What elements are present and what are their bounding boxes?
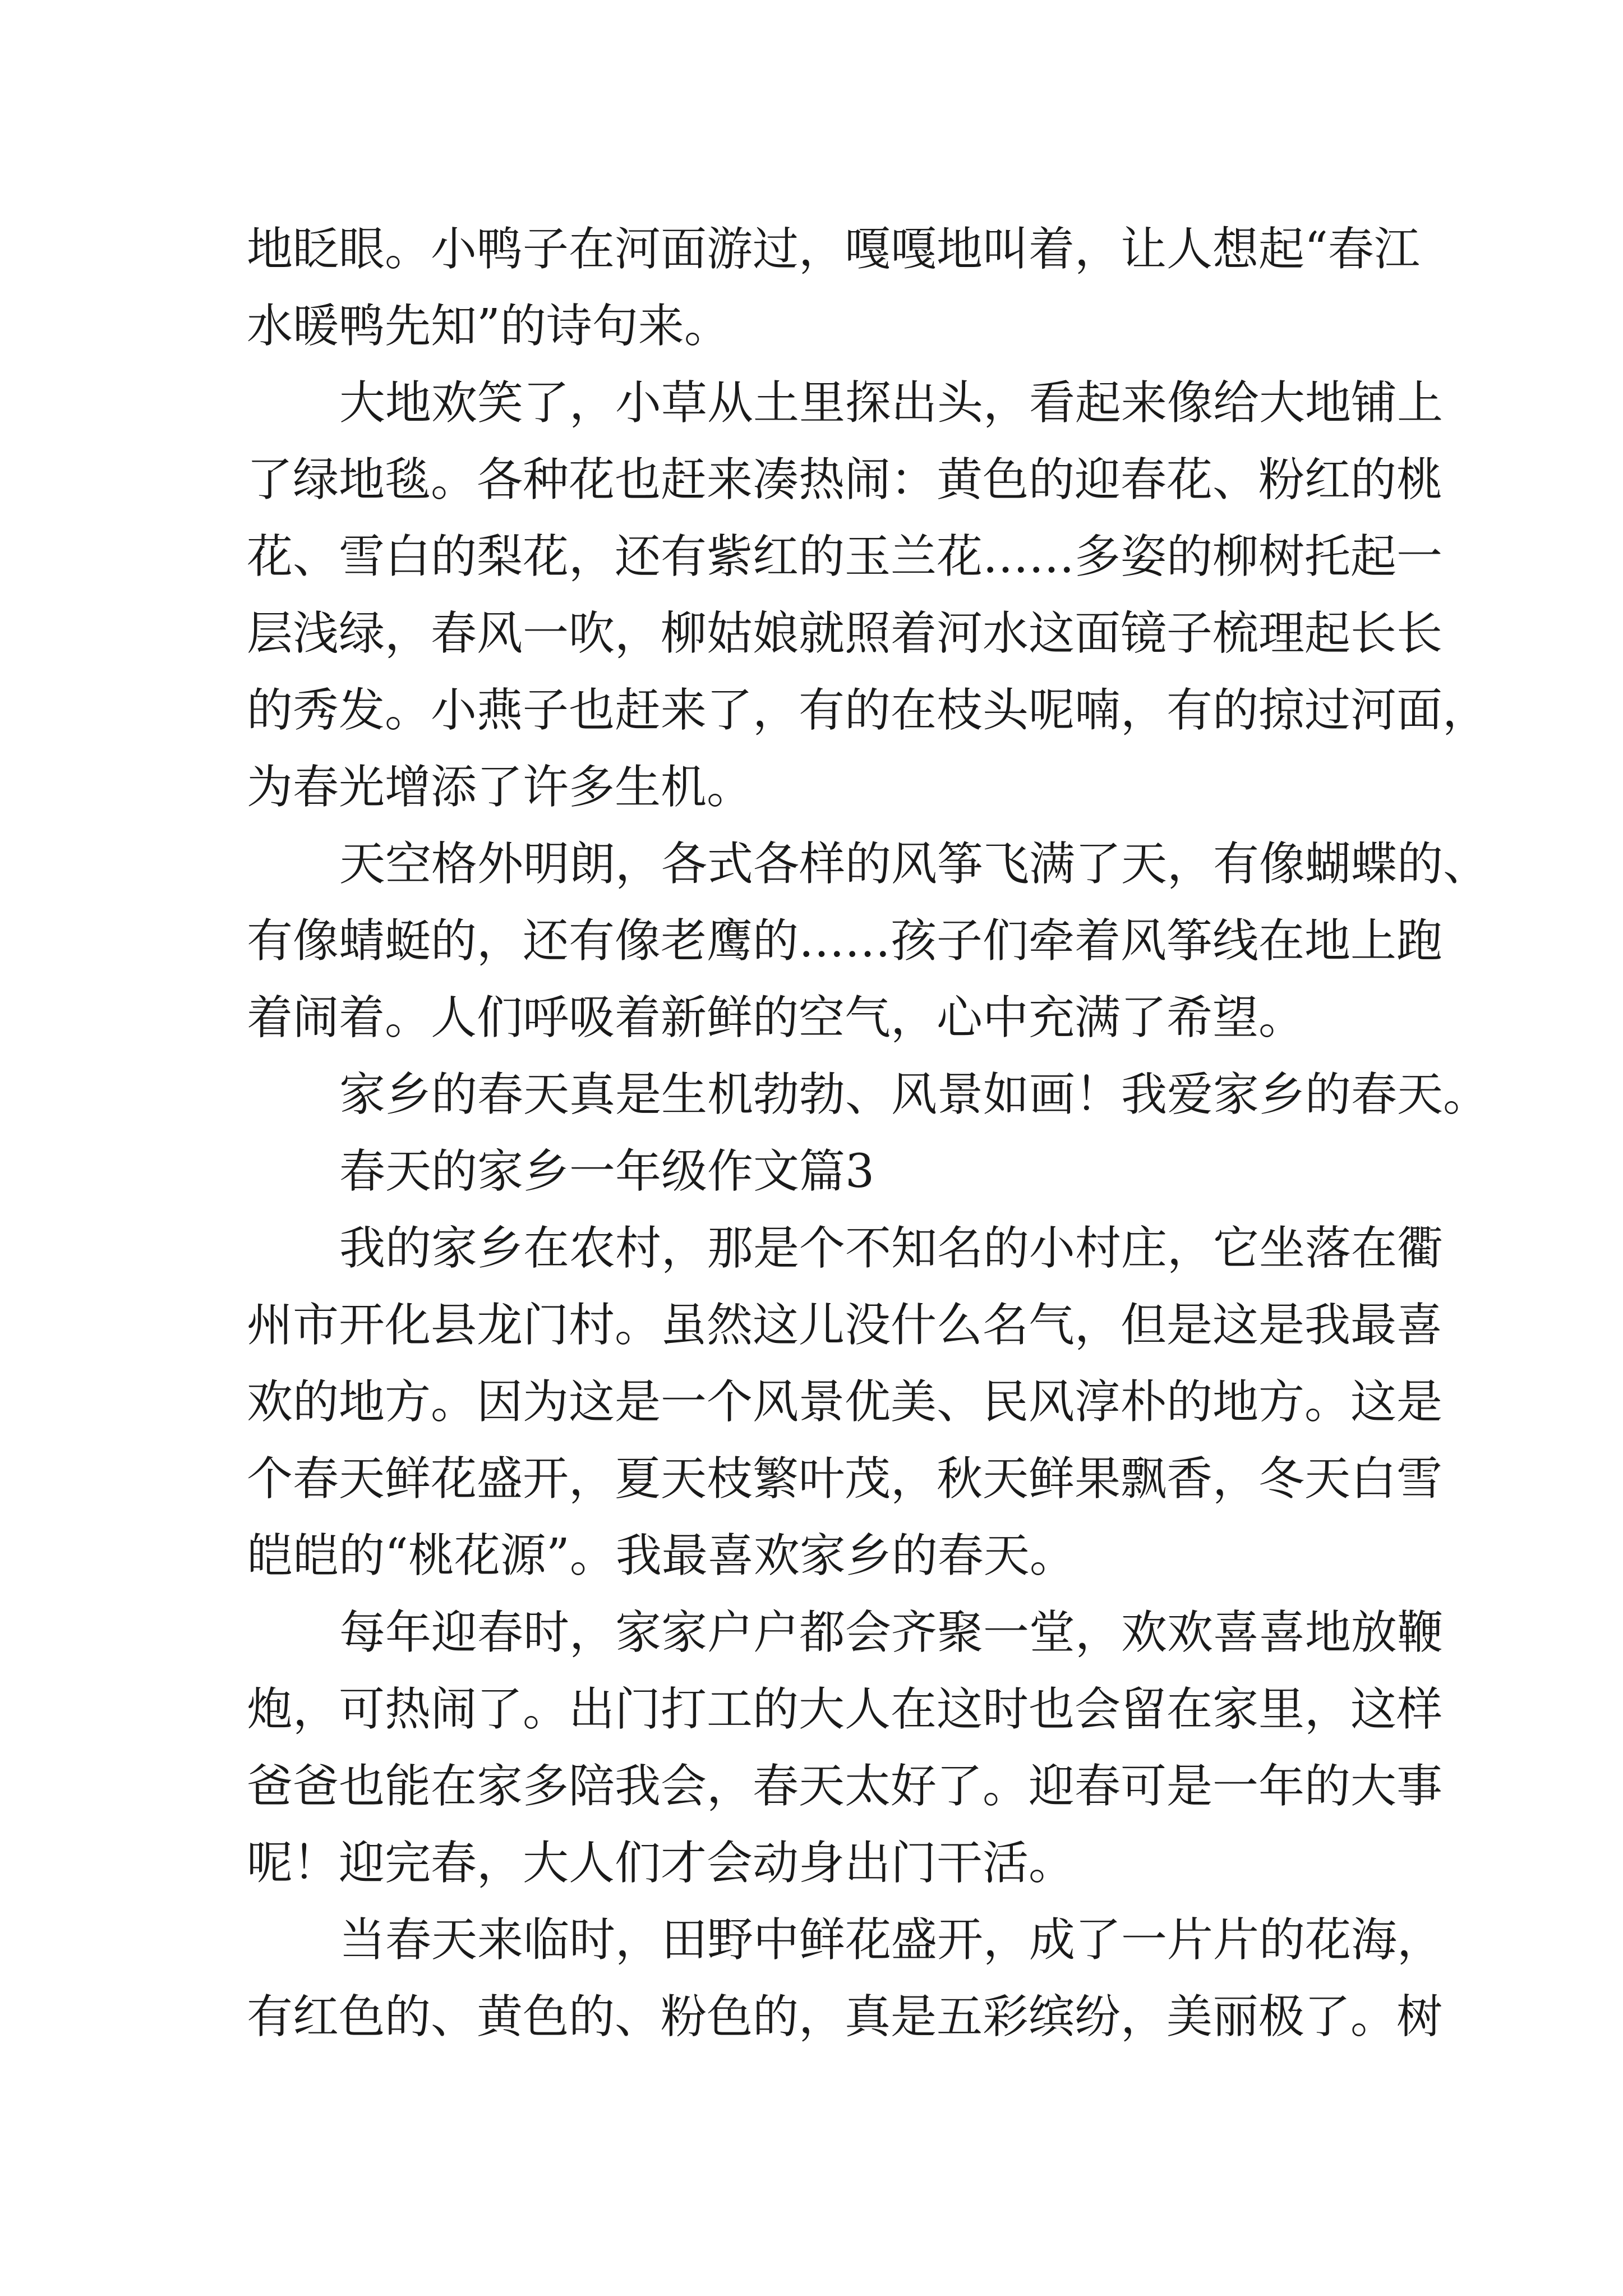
line-text: 爸爸也能在家多陪我会，春天太好了。迎春可是一年的大事 [247, 1760, 1443, 1813]
text-line [0, 284, 1623, 369]
heading-text: 春天的家乡一年级作文篇3 [339, 1145, 875, 1198]
text-line [0, 1668, 1623, 1752]
text-line [0, 1207, 1623, 1291]
text-line [0, 1514, 1623, 1598]
line-text: 着闹着。人们呼吸着新鲜的空气，心中充满了希望。 [247, 991, 1305, 1045]
line-text: 的秀发。小燕子也赶来了，有的在枝头呢喃，有的掠过河面， [247, 684, 1489, 737]
text-line [0, 1360, 1623, 1444]
text-line [0, 669, 1623, 753]
line-text: 有像蜻蜓的，还有像老鹰的……孩子们牵着风筝线在地上跑 [247, 914, 1443, 968]
text-line [0, 208, 1623, 292]
line-text: 皑皑的“桃花源”。我最喜欢家乡的春天。 [247, 1529, 1076, 1582]
line-text: 呢！迎完春，大人们才会动身出门干活。 [247, 1837, 1075, 1890]
text-line [0, 515, 1623, 599]
line-text: 大地欢笑了，小草从土里探出头，看起来像给大地铺上 [339, 376, 1444, 430]
line-text: 州市开化县龙门村。虽然这儿没什么名气，但是这是我最喜 [247, 1299, 1443, 1352]
line-text: 当春天来临时，田野中鲜花盛开，成了一片片的花海， [339, 1913, 1444, 1967]
line-text: 了绿地毯。各种花也赶来凑热闹：黄色的迎春花、粉红的桃 [247, 453, 1443, 507]
text-line [0, 361, 1623, 445]
line-text: 个春天鲜花盛开，夏天枝繁叶茂，秋天鲜果飘香，冬天白雪 [247, 1452, 1443, 1506]
line-text: 水暖鸭先知”的诗句来。 [247, 300, 730, 353]
line-text: 我的家乡在农村，那是个不知名的小村庄，它坐落在衢 [339, 1222, 1444, 1275]
section-heading [0, 1130, 1623, 1214]
line-text: 地眨眼。小鸭子在河面游过，嘎嘎地叫着，让人想起“春江 [247, 223, 1420, 276]
line-text: 为春光增添了许多生机。 [247, 761, 753, 814]
text-line [0, 746, 1623, 830]
line-text: 有红色的、黄色的、粉色的，真是五彩缤纷，美丽极了。树 [247, 1990, 1443, 2044]
text-line [0, 592, 1623, 676]
line-text: 欢的地方。因为这是一个风景优美、民风淳朴的地方。这是 [247, 1375, 1443, 1429]
line-text: 炮，可热闹了。出门打工的大人在这时也会留在家里，这样 [247, 1683, 1443, 1736]
text-line [0, 1975, 1623, 2059]
line-text: 天空格外明朗，各式各样的风筝飞满了天，有像蝴蝶的、 [339, 838, 1490, 891]
line-text: 每年迎春时，家家户户都会齐聚一堂，欢欢喜喜地放鞭 [339, 1606, 1444, 1659]
text-line [0, 976, 1623, 1060]
text-line [0, 1591, 1623, 1675]
line-text: 家乡的春天真是生机勃勃、风景如画！我爱家乡的春天。 [339, 1068, 1490, 1121]
text-line [0, 822, 1623, 907]
text-line [0, 1821, 1623, 1906]
text-line [0, 1437, 1623, 1521]
text-line [0, 1745, 1623, 1829]
text-line [0, 1898, 1623, 1982]
line-text: 花、雪白的梨花，还有紫红的玉兰花……多姿的柳树托起一 [247, 530, 1443, 583]
text-line [0, 899, 1623, 983]
text-line [0, 1283, 1623, 1368]
text-line [0, 438, 1623, 522]
text-line [0, 1053, 1623, 1137]
line-text: 层浅绿，春风一吹，柳姑娘就照着河水这面镜子梳理起长长 [247, 607, 1443, 660]
